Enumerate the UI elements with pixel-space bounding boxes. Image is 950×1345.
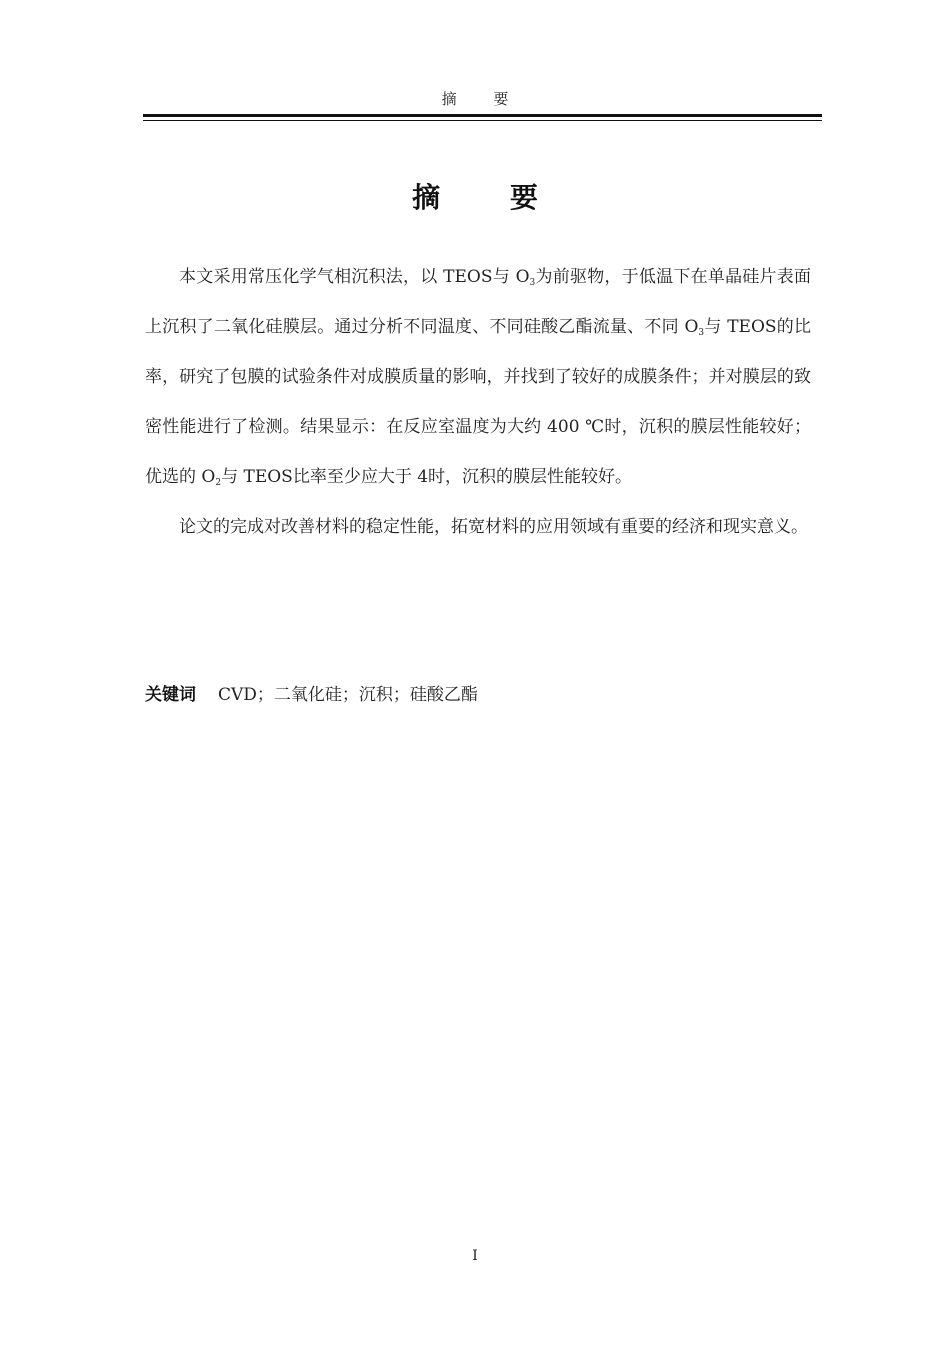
abstract-paragraph-1 <box>145 252 811 502</box>
keywords-label: 关键词 <box>145 685 196 705</box>
abstract-body <box>145 252 811 552</box>
paragraph-text: 本文采用常压化学气相沉积法，以 TEOS与 O <box>179 267 530 287</box>
keywords-line <box>145 670 811 720</box>
page-number: I <box>472 1248 478 1264</box>
running-header: 摘 要 <box>441 90 525 108</box>
header-rule-thick <box>143 114 822 117</box>
subscript: 3 <box>529 278 536 288</box>
paragraph-text: 论文的完成对改善材料的稳定性能，拓宽材料的应用领域有重要的经济和现实意义。 <box>179 517 808 537</box>
subscript: 2 <box>215 478 222 488</box>
paragraph-text: 与 TEOS的比率，研究了包膜的试验条件对成膜质量的影响，并找到了较好的成膜条件；并对膜层的致密性能进行了检测。结果显示：在反应室温度为大约 400 ℃时，沉积的膜层性能较好；优选的 O <box>145 317 811 487</box>
paragraph-text: 为前驱物，于低温下在单晶硅片表面上沉积了二氧化硅膜层。通过分析不同温度、不同硅酸乙酯流量、不同 O <box>145 267 812 337</box>
page-title: 摘 要 <box>412 181 568 214</box>
subscript: 3 <box>698 328 705 338</box>
keywords-text: CVD；二氧化硅；沉积；硅酸乙酯 <box>218 685 478 705</box>
abstract-paragraph-2 <box>145 502 811 552</box>
header-rule-thin <box>143 120 822 121</box>
paragraph-text: 与 TEOS比率至少应大于 4时，沉积的膜层性能较好。 <box>221 467 633 487</box>
